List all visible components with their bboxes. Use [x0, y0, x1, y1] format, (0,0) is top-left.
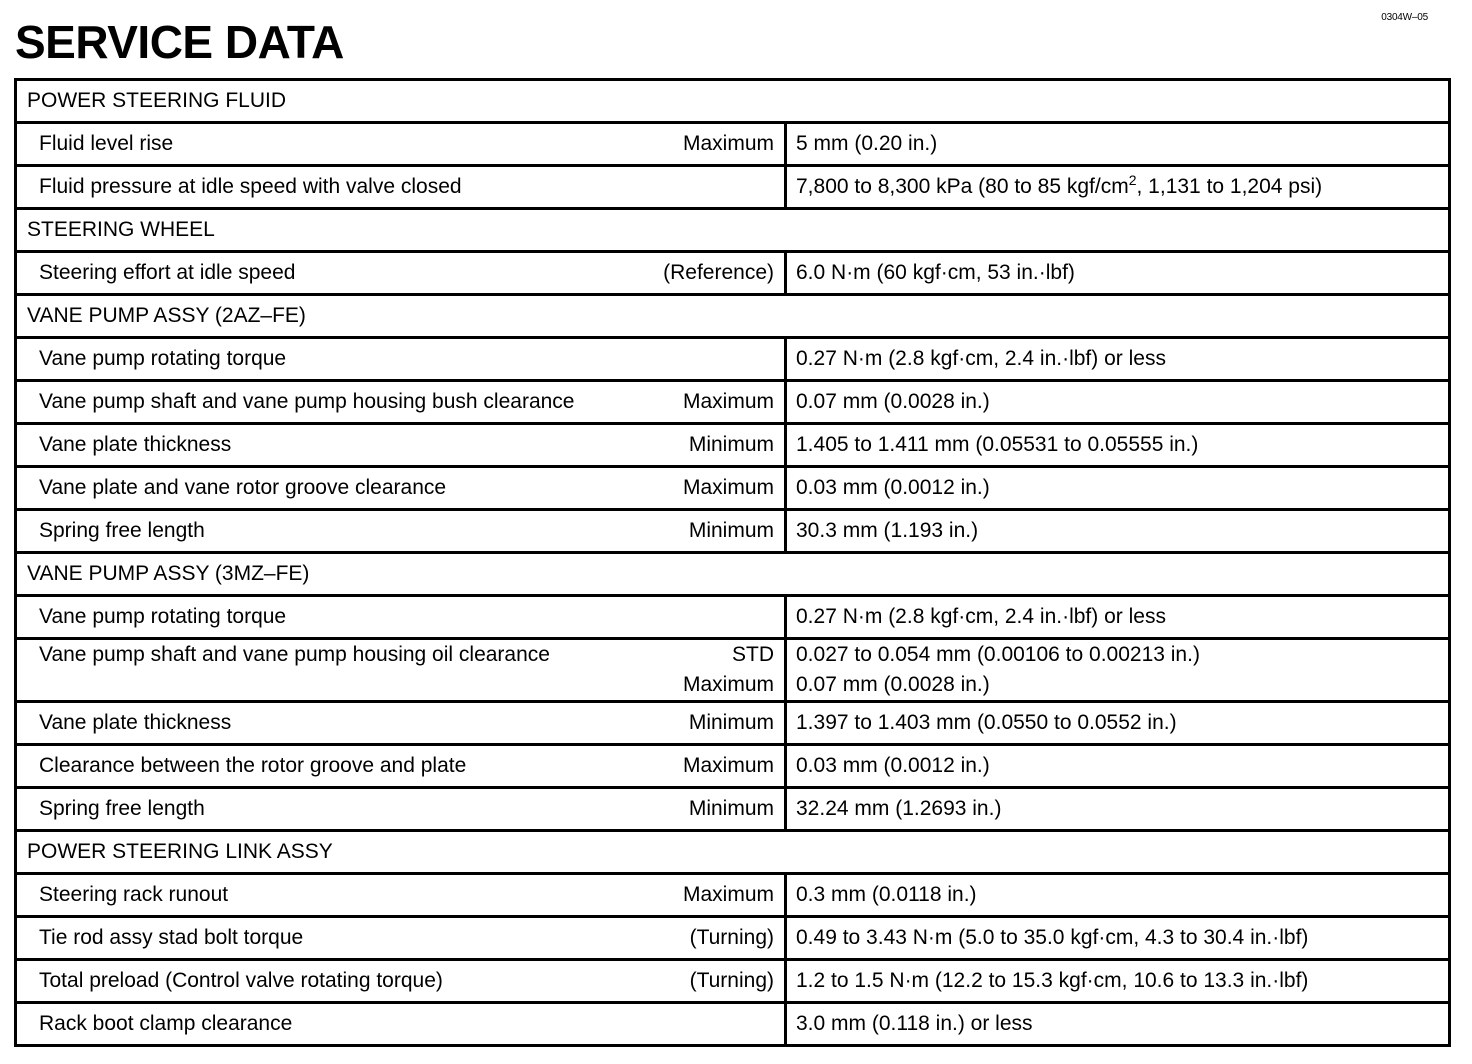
- spec-qualifiers: [683, 387, 774, 417]
- spec-item-label: Spring free length: [39, 797, 205, 820]
- spec-item-line: [39, 387, 774, 417]
- spec-value-cell: [786, 702, 1450, 745]
- spec-value-cell: [786, 917, 1450, 960]
- spec-item-cell: [16, 788, 786, 831]
- spec-qualifier: Maximum: [682, 754, 774, 777]
- spec-item-cell: [16, 166, 786, 209]
- spec-item-cell: [16, 338, 786, 381]
- spec-row: [16, 917, 1450, 960]
- spec-row: [16, 1003, 1450, 1046]
- spec-item-line: [39, 751, 774, 781]
- spec-qualifier: Minimum: [688, 519, 774, 542]
- section-heading: VANE PUMP ASSY (2AZ–FE): [16, 295, 1450, 338]
- spec-value: 5 mm (0.20 in.): [796, 132, 938, 155]
- spec-item-cell: [16, 424, 786, 467]
- spec-item-label: Vane plate and vane rotor groove clearance: [39, 476, 447, 499]
- spec-value-cell: [786, 252, 1450, 295]
- spec-row: [16, 338, 1450, 381]
- spec-qualifier: (Reference): [663, 261, 774, 284]
- spec-value: 3.0 mm (0.118 in.) or less: [796, 1012, 1033, 1035]
- spec-value-cell: [786, 510, 1450, 553]
- section-heading: STEERING WHEEL: [16, 209, 1450, 252]
- spec-item-line: [39, 966, 774, 996]
- spec-value: 0.3 mm (0.0118 in.): [796, 883, 977, 906]
- spec-item-line: [39, 640, 774, 700]
- spec-item-label: Spring free length: [39, 519, 205, 542]
- spec-item-label: Vane pump rotating torque: [39, 605, 287, 628]
- spec-item-label: Tie rod assy stad bolt torque: [39, 926, 304, 949]
- spec-value: 1.397 to 1.403 mm (0.0550 to 0.0552 in.): [796, 711, 1177, 734]
- spec-qualifiers: [689, 708, 774, 738]
- spec-row: [16, 960, 1450, 1003]
- spec-item-cell: [16, 467, 786, 510]
- spec-row: [16, 874, 1450, 917]
- page-title: SERVICE DATA: [15, 16, 344, 68]
- spec-qualifiers: [663, 258, 774, 288]
- spec-qualifiers: [683, 880, 774, 910]
- spec-value-cell: [786, 788, 1450, 831]
- spec-value-cell: [786, 960, 1450, 1003]
- spec-qualifier: Minimum: [688, 711, 774, 734]
- section-header-row: [16, 209, 1450, 252]
- spec-item-label: Vane pump rotating torque: [39, 347, 287, 370]
- spec-value-cell: [786, 874, 1450, 917]
- spec-item-label: Vane pump shaft and vane pump housing oil clearance: [39, 643, 550, 666]
- spec-item-label: Rack boot clamp clearance: [39, 1012, 293, 1035]
- spec-qualifier: Minimum: [688, 433, 774, 456]
- spec-value: 1.2 to 1.5 N·m (12.2 to 15.3 kgf·cm, 10.6 to 13.3 in.·lbf): [796, 969, 1309, 992]
- spec-qualifiers: [689, 794, 774, 824]
- spec-value: 0.07 mm (0.0028 in.): [796, 390, 990, 413]
- spec-item-cell: [16, 960, 786, 1003]
- spec-value: 0.07 mm (0.0028 in.): [796, 673, 990, 696]
- spec-item-line: [39, 880, 774, 910]
- spec-qualifier: Maximum: [682, 883, 774, 906]
- spec-value: 0.27 N·m (2.8 kgf·cm, 2.4 in.·lbf) or less: [796, 605, 1166, 628]
- spec-value: 30.3 mm (1.193 in.): [796, 519, 979, 542]
- spec-value: 0.027 to 0.054 mm (0.00106 to 0.00213 in.): [796, 643, 1200, 666]
- spec-qualifiers: [683, 640, 774, 700]
- spec-qualifiers: [683, 751, 774, 781]
- section-header-row: [16, 295, 1450, 338]
- spec-value-text: 7,800 to 8,300 kPa (80 to 85 kgf/cm: [796, 175, 1129, 198]
- spec-item-cell: [16, 123, 786, 166]
- spec-item-label: Steering effort at idle speed: [39, 261, 296, 284]
- spec-qualifiers: [683, 129, 774, 159]
- spec-value: 0.49 to 3.43 N·m (5.0 to 35.0 kgf·cm, 4.3 to 30.4 in.·lbf): [796, 926, 1309, 949]
- spec-qualifiers: [690, 966, 774, 996]
- spec-row: [16, 639, 1450, 702]
- spec-item-line: [39, 794, 774, 824]
- spec-item-line: [39, 258, 774, 288]
- spec-value-cell: [786, 639, 1450, 702]
- section-header-row: [16, 831, 1450, 874]
- spec-item-line: [39, 708, 774, 738]
- spec-qualifier: (Turning): [689, 926, 774, 949]
- section-heading: POWER STEERING LINK ASSY: [16, 831, 1450, 874]
- spec-row: [16, 123, 1450, 166]
- spec-row: [16, 510, 1450, 553]
- spec-value-cell: [786, 166, 1450, 209]
- spec-item-cell: [16, 745, 786, 788]
- spec-value-cell: [786, 745, 1450, 788]
- spec-qualifier: Maximum: [682, 132, 774, 155]
- spec-value-cell: [786, 1003, 1450, 1046]
- spec-value-cell: [786, 338, 1450, 381]
- spec-qualifier: (Turning): [689, 969, 774, 992]
- spec-value-cell: [786, 424, 1450, 467]
- spec-item-cell: [16, 252, 786, 295]
- spec-value: [796, 172, 1440, 202]
- spec-item-label: Clearance between the rotor groove and plate: [39, 754, 467, 777]
- spec-qualifier: Maximum: [682, 390, 774, 413]
- spec-qualifiers: [689, 516, 774, 546]
- spec-qualifiers: [690, 923, 774, 953]
- spec-value-cell: [786, 381, 1450, 424]
- service-data-table: [14, 78, 1451, 1047]
- spec-item-cell: [16, 702, 786, 745]
- spec-item-label: Vane plate thickness: [39, 711, 232, 734]
- spec-item-line: [39, 923, 774, 953]
- spec-row: [16, 381, 1450, 424]
- document-code: 0304W–05: [1381, 12, 1428, 23]
- spec-item-cell: [16, 596, 786, 639]
- section-header-row: [16, 553, 1450, 596]
- spec-value: 0.27 N·m (2.8 kgf·cm, 2.4 in.·lbf) or less: [796, 347, 1166, 370]
- spec-item-line: [39, 602, 774, 632]
- spec-value-text: , 1,131 to 1,204 psi): [1136, 175, 1323, 198]
- spec-item-line: [39, 1009, 774, 1039]
- spec-value-cell: [786, 596, 1450, 639]
- spec-item-label: Total preload (Control valve rotating torque): [39, 969, 443, 992]
- spec-row: [16, 252, 1450, 295]
- spec-value: 32.24 mm (1.2693 in.): [796, 797, 1002, 820]
- spec-value-superscript: 2: [1128, 172, 1137, 188]
- spec-value: 1.405 to 1.411 mm (0.05531 to 0.05555 in.): [796, 433, 1199, 456]
- spec-row: [16, 467, 1450, 510]
- spec-item-label: Fluid pressure at idle speed with valve closed: [39, 175, 462, 198]
- section-header-row: [16, 80, 1450, 123]
- spec-row: [16, 745, 1450, 788]
- spec-item-label: Steering rack runout: [39, 883, 229, 906]
- spec-item-cell: [16, 639, 786, 702]
- section-heading: POWER STEERING FLUID: [16, 80, 1450, 123]
- spec-qualifier: STD: [732, 643, 774, 666]
- spec-item-line: [39, 516, 774, 546]
- spec-item-label: Vane plate thickness: [39, 433, 232, 456]
- spec-item-line: [39, 430, 774, 460]
- spec-row: [16, 424, 1450, 467]
- spec-value-cell: [786, 123, 1450, 166]
- spec-item-label: Vane pump shaft and vane pump housing bush clearance: [39, 390, 575, 413]
- spec-qualifiers: [683, 473, 774, 503]
- spec-item-cell: [16, 510, 786, 553]
- spec-item-line: [39, 172, 774, 202]
- spec-value: 0.03 mm (0.0012 in.): [796, 476, 990, 499]
- spec-item-line: [39, 129, 774, 159]
- spec-value: 0.03 mm (0.0012 in.): [796, 754, 990, 777]
- spec-value-cell: [786, 467, 1450, 510]
- spec-item-line: [39, 344, 774, 374]
- spec-row: [16, 596, 1450, 639]
- spec-row: [16, 166, 1450, 209]
- spec-row: [16, 788, 1450, 831]
- spec-qualifiers: [689, 430, 774, 460]
- section-heading: VANE PUMP ASSY (3MZ–FE): [16, 553, 1450, 596]
- spec-item-line: [39, 473, 774, 503]
- spec-value: 6.0 N·m (60 kgf·cm, 53 in.·lbf): [796, 261, 1075, 284]
- spec-qualifier: Minimum: [688, 797, 774, 820]
- spec-qualifier: Maximum: [682, 673, 774, 696]
- spec-row: [16, 702, 1450, 745]
- spec-item-cell: [16, 1003, 786, 1046]
- spec-item-cell: [16, 381, 786, 424]
- spec-qualifier: Maximum: [682, 476, 774, 499]
- spec-item-cell: [16, 917, 786, 960]
- spec-item-label: Fluid level rise: [39, 132, 174, 155]
- spec-item-cell: [16, 874, 786, 917]
